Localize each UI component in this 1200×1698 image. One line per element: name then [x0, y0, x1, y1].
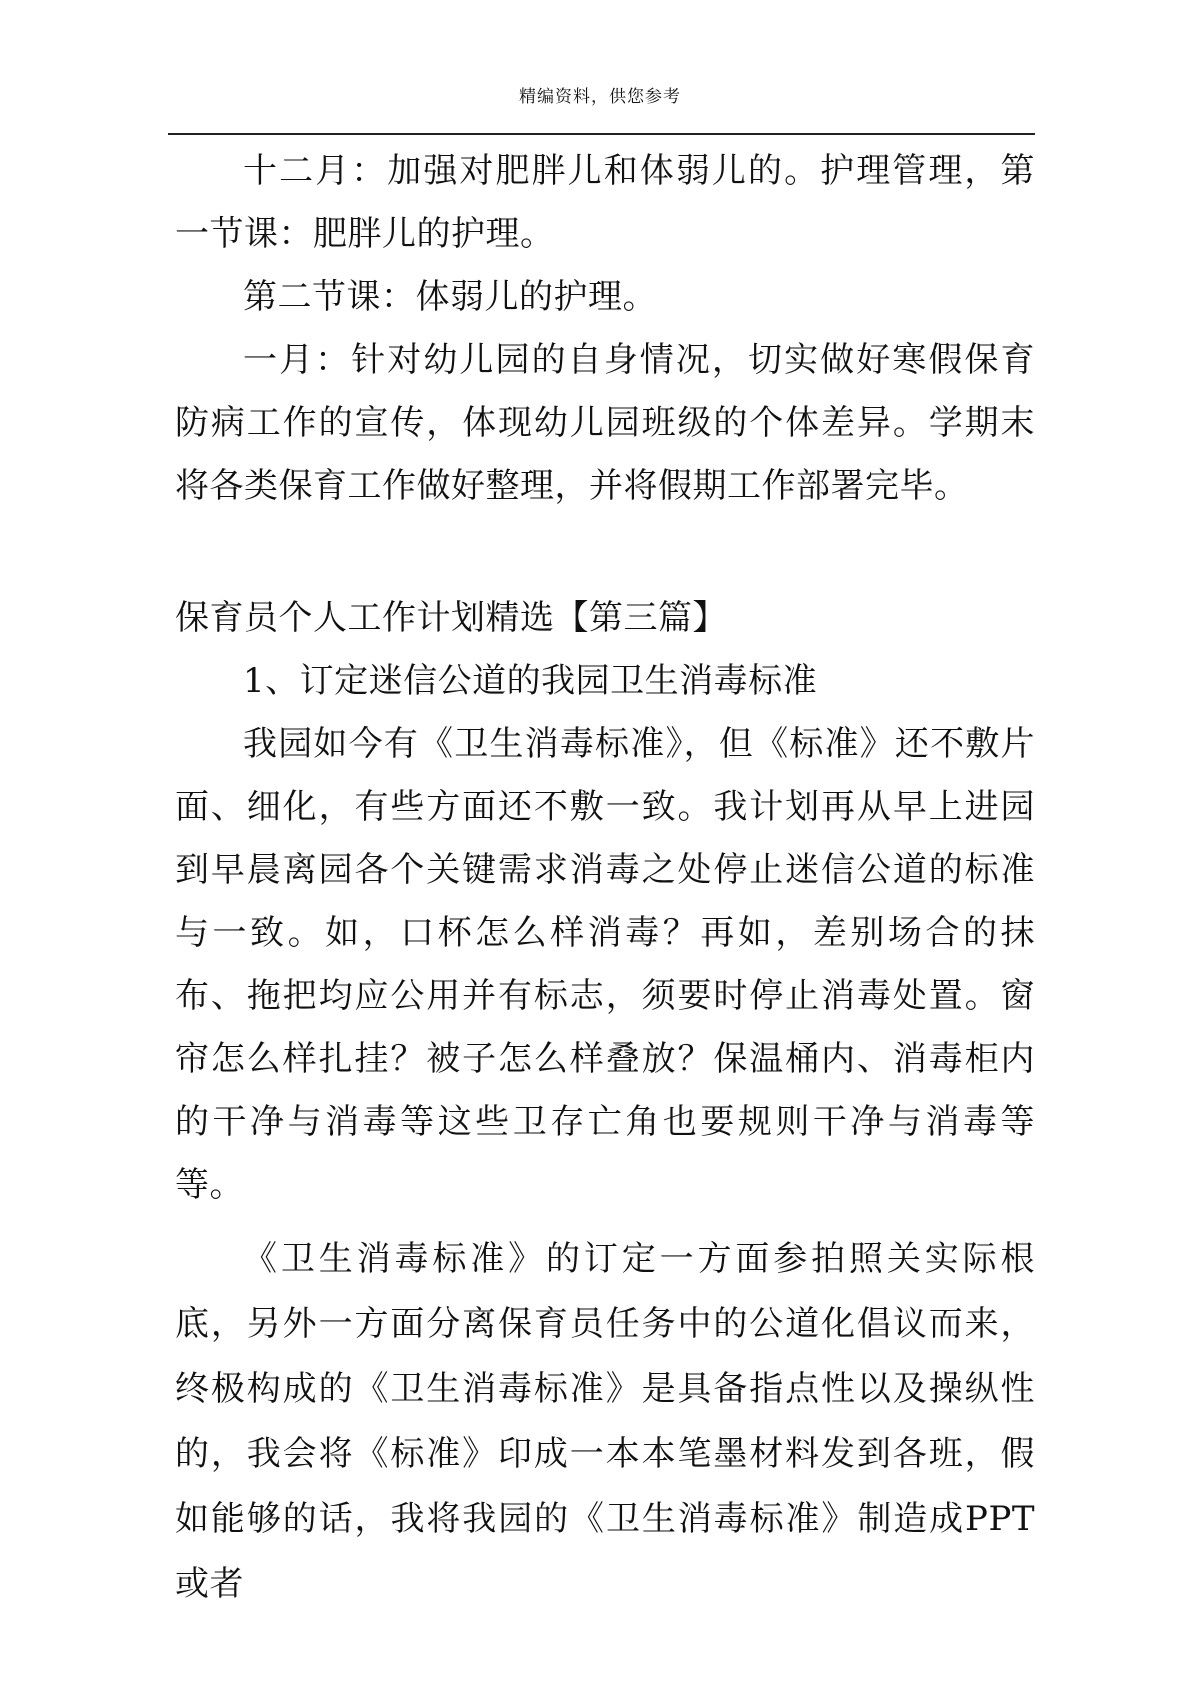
section-heading: 保育员个人工作计划精选【第三篇】 — [175, 598, 727, 638]
body-paragraph: 我园如今有《卫生消毒标准》，但《标准》还不敷片面、细化，有些方面还不敷一致。我计划再从早上进园到早晨离园各个关键需求消毒之处停止迷信公道的标准与一致。如，口杯怎么样消毒？再如，差别场合的抹布、拖把均应公用并有标志，须要时停止消毒处置。窗帘怎么样扎挂？被子怎么样叠放？保温桶内、消毒柜内的干净与消毒等这些卫存亡角也要规则干净与消毒等等。 — [175, 724, 1035, 1205]
paragraph-january: 一月：针对幼儿园的自身情况，切实做好寒假保育防病工作的宣传，体现幼儿园班级的个体差异。学期末将各类保育工作做好整理，并将假期工作部署完毕。 — [175, 340, 1035, 506]
section-subheading: 1、订定迷信公道的我园卫生消毒标准 — [243, 661, 818, 701]
body-paragraph: 《卫生消毒标准》的订定一方面参拍照关实际根底，另外一方面分离保育员任务中的公道化倡议而来，终极构成的《卫生消毒标准》是具备指点性以及操纵性的，我会将《标准》印成一本本笔墨材料发到各班，假如能够的话，我将我园的《卫生消毒标准》制造成PPT或者 — [175, 1239, 1035, 1604]
paragraph-second-lesson: 第二节课：体弱儿的护理。 — [243, 277, 657, 317]
page-header: 精编资料，供您参考 — [519, 87, 681, 107]
document-body — [175, 140, 1035, 1617]
paragraph-december: 十二月：加强对肥胖儿和体弱儿的。护理管理，第一节课：肥胖儿的护理。 — [175, 151, 1035, 254]
header-divider — [168, 133, 1035, 135]
